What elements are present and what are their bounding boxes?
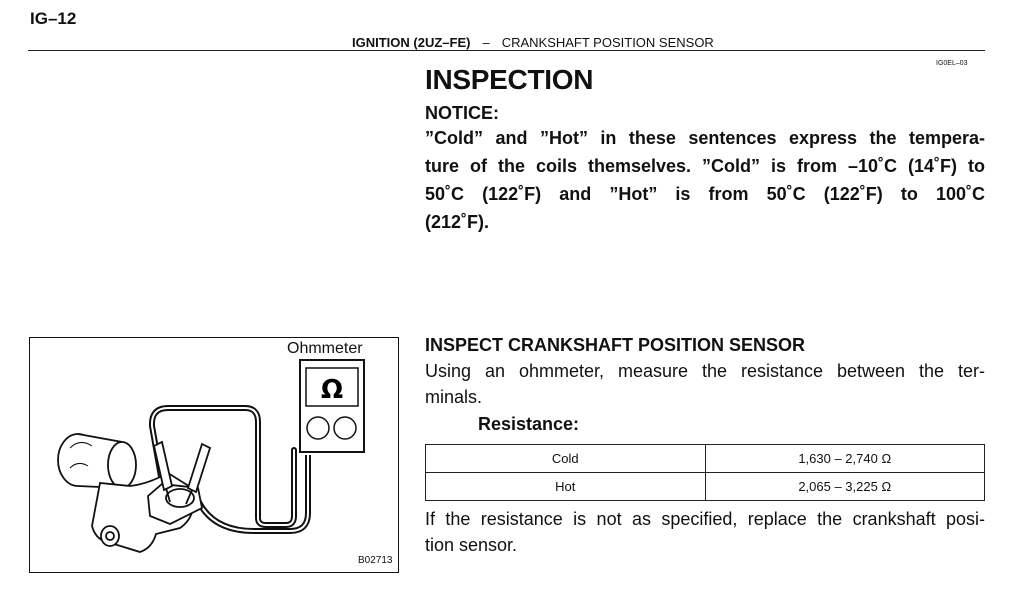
- resistance-cell: 2,065 – 3,225 Ω: [705, 473, 985, 501]
- figure-frame: [29, 337, 399, 573]
- notice-line: ture of the coils themselves. ”Cold” is from –10˚C (14˚F) to: [425, 156, 985, 176]
- running-header: [352, 35, 714, 50]
- notice-line: 50˚C (122˚F) and ”Hot” is from 50˚C (122˚F) to 100˚C: [425, 184, 985, 204]
- condition-cell: Cold: [426, 445, 706, 473]
- header-separator: –: [482, 35, 490, 50]
- resistance-cell: 1,630 – 2,740 Ω: [705, 445, 985, 473]
- header-subsection: CRANKSHAFT POSITION SENSOR: [501, 35, 714, 50]
- instruction-line: minals.: [425, 387, 483, 407]
- doc-code: IG0EL–03: [936, 60, 968, 67]
- table-row: [426, 445, 985, 473]
- resistance-label: Resistance:: [478, 414, 580, 434]
- header-section: IGNITION (2UZ–FE): [352, 35, 471, 50]
- figure-code: B02713: [358, 555, 393, 566]
- ohmmeter-icon: [300, 360, 364, 452]
- svg-text:Ω: Ω: [320, 375, 344, 405]
- footer-line: tion sensor.: [425, 535, 518, 555]
- header-rule: [28, 50, 985, 51]
- notice-label: NOTICE:: [425, 103, 499, 123]
- ohmmeter-label: Ohmmeter: [287, 340, 363, 357]
- sensor-ohmmeter-illustration: [30, 338, 400, 574]
- crankshaft-sensor-icon: [58, 434, 210, 552]
- condition-cell: Hot: [426, 473, 706, 501]
- inspect-heading: INSPECT CRANKSHAFT POSITION SENSOR: [425, 335, 806, 355]
- table-row: [426, 473, 985, 501]
- page-number: IG–12: [30, 9, 77, 28]
- resistance-table: [425, 444, 985, 501]
- instruction-line: Using an ohmmeter, measure the resistance between the ter-: [425, 361, 985, 381]
- notice-line: (212˚F).: [425, 212, 490, 232]
- notice-line: ”Cold” and ”Hot” in these sentences express the tempera-: [425, 128, 985, 148]
- page-title: INSPECTION: [425, 64, 594, 95]
- footer-line: If the resistance is not as specified, replace the crankshaft posi-: [425, 509, 985, 529]
